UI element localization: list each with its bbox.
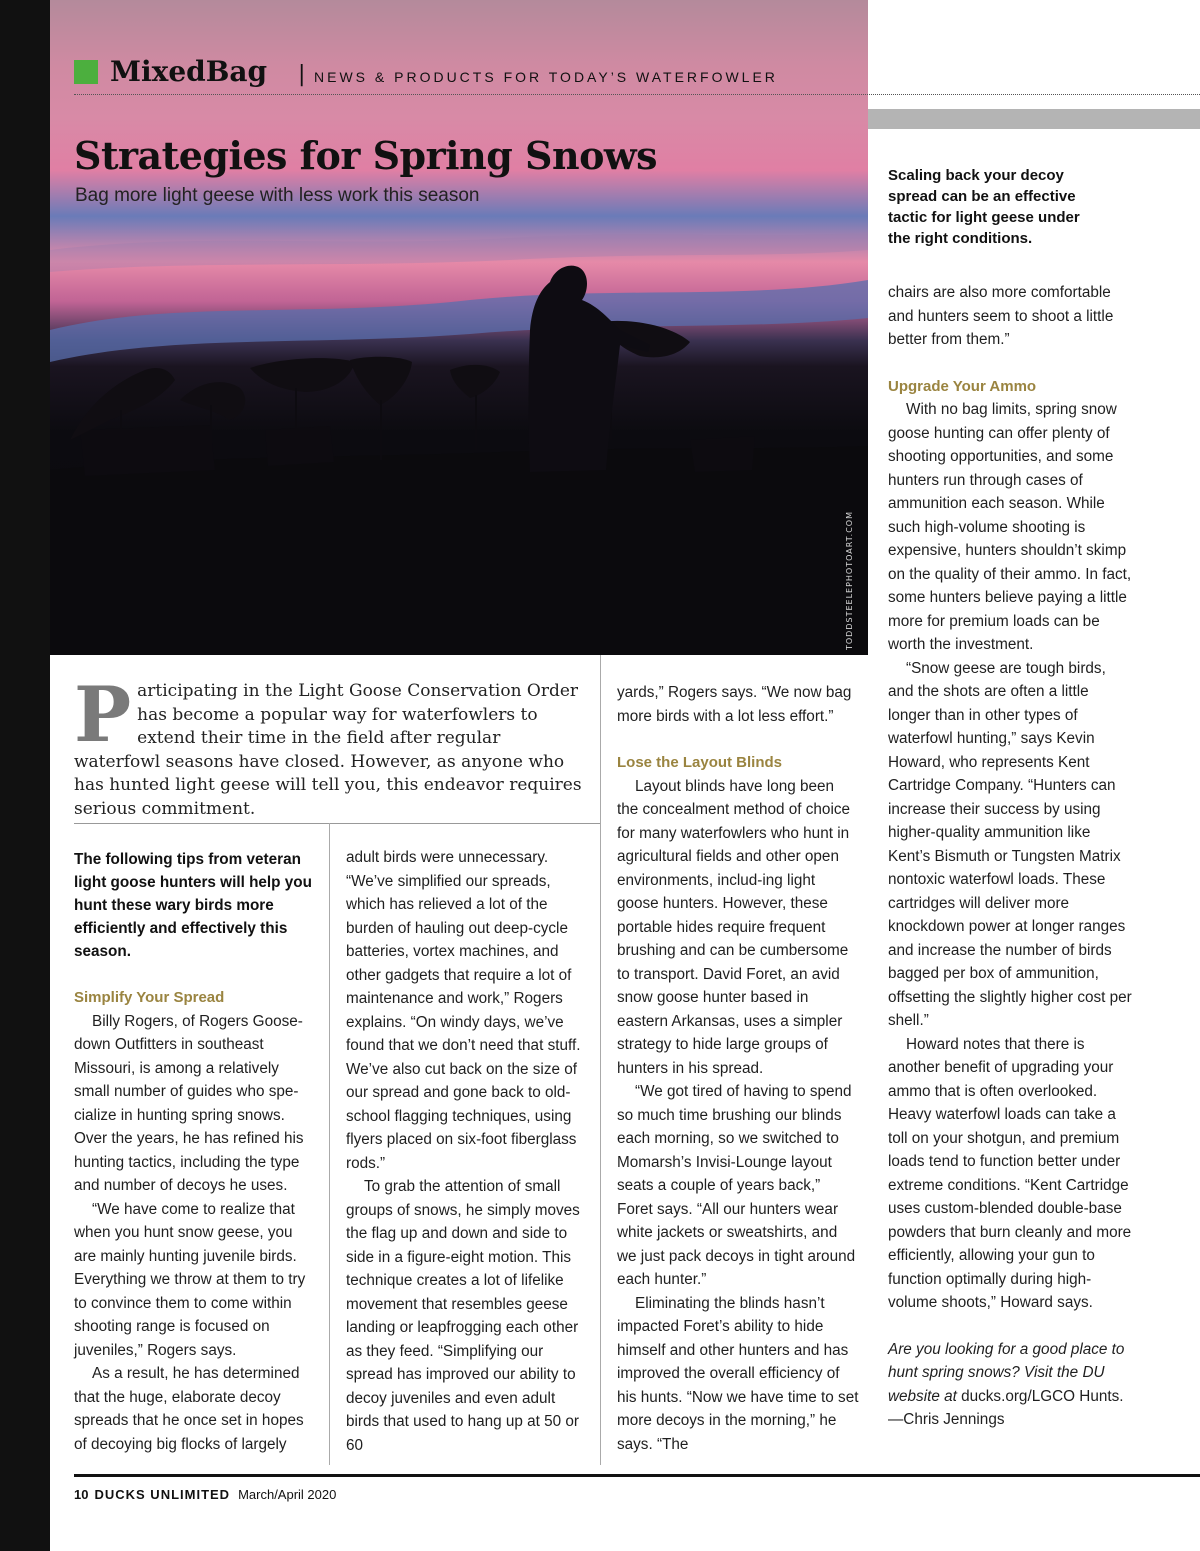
body-paragraph: chairs are also more comfortable and hunters seem to shoot a little better from them.” — [888, 284, 1114, 348]
body-paragraph: Billy Rogers, of Rogers Goose-down Outfitters in southeast Missouri, is among a relatively small number of guides who spe-cialize in hunting spring snows. Over the years, he has refined his hunting tactics, including the type and number of decoys he uses. — [74, 1012, 304, 1194]
subhead-simplify-spread: Simplify Your Spread — [74, 989, 225, 1006]
hunter-silhouette-image — [50, 0, 868, 655]
hero-photo — [50, 0, 868, 655]
body-paragraph: yards,” Rogers says. “We now bag more birds with a lot less effort.” — [617, 684, 852, 725]
subhead-upgrade-ammo: Upgrade Your Ammo — [888, 377, 1037, 395]
column-divider — [600, 655, 601, 1465]
subhead-layout-blinds: Lose the Layout Blinds — [617, 754, 783, 771]
section-tagline: NEWS & PRODUCTS FOR TODAY’S WATERFOWLER — [314, 69, 778, 85]
article-title: Strategies for Spring Snows — [74, 133, 658, 178]
lead-paragraph: The following tips from veteran light goose hunters will help you hunt these wary birds more efficiently and effectively this season. — [74, 851, 312, 960]
intro-divider — [74, 823, 600, 824]
section-brand: MixedBag — [110, 55, 268, 88]
author-byline: —Chris Jennings — [888, 1411, 1005, 1428]
intro-text: articipating in the Light Goose Conservation Order has become a popular way for waterfowlers to extend their time in the field after regular waterfowl seasons have closed. However, as anyone who has hunted light geese will tell you, this endeavor requires serious commitment. — [74, 681, 582, 819]
page-spine-bar — [0, 0, 50, 1551]
photo-credit: TODDSTEELEPHOTOART.COM — [845, 511, 854, 650]
closing-italic: Are you looking for a good place to hunt spring snows? Visit the DU website at — [888, 1340, 1125, 1405]
body-paragraph: With no bag limits, spring snow goose hunting can offer plenty of shooting opportunities, and some hunters run through cases of ammunition each season. While such high-volume shooting is expensive, hunters shouldn’t skimp on the quality of their ammo. In fact, some hunters believe paying a little more for premium loads can be worth the investment. — [888, 401, 1132, 653]
article-intro — [74, 670, 586, 821]
page-footer — [74, 1487, 336, 1502]
header-separator: | — [298, 62, 306, 87]
body-paragraph: Layout blinds have long been the concealment method of choice for many waterfowlers who hunt in agricultural fields and other open environments, includ-ing light goose hunters. However, these portable hides require frequent brushing and can be cumbersome to transport. David Foret, an avid snow goose hunter based in eastern Arkansas, uses a simpler strategy to hide large groups of hunters in his spread. — [617, 777, 850, 1077]
article-subtitle: Bag more light geese with less work this season — [75, 185, 480, 206]
body-paragraph: To grab the attention of small groups of snows, he simply moves the flag up and down and side to side in a figure-eight motion. This technique creates a lot of lifelike movement that resembles geese landing or leapfrogging each other as they feed. “Simplifying our spread has improved our ability to decoy juveniles and even adult birds that used to hang up at 50 or 60 — [346, 1178, 580, 1454]
article-column-1 — [74, 848, 318, 1456]
closing-note — [888, 1338, 1132, 1432]
issue-date: March/April 2020 — [238, 1487, 337, 1502]
article-column-4 — [888, 281, 1132, 1432]
body-paragraph: Eliminating the blinds hasn’t impacted Foret’s ability to hide himself and other hunters and has improved the overall efficiency of his hunts. “Now we have time to set more decoys in the morning,” he says. “The — [617, 1294, 859, 1453]
photo-caption-callout: Scaling back your decoy spread can be an effective tactic for light geese under the right conditions. — [888, 167, 1080, 247]
body-paragraph: As a result, he has determined that the huge, elaborate decoy spreads that he once set in hopes of decoying big flocks of largely — [74, 1365, 304, 1453]
body-paragraph: adult birds were unnecessary. “We’ve simplified our spreads, which has relieved a lot of the burden of hauling out deep-cycle batteries, vortex machines, and other gadgets that require a lot of maintenance and work,” Rogers explains. “On windy days, we’ve found that we don’t need that stuff. We’ve also cut back on the size of our spread and gone back to old-school flagging techniques, using flyers placed on six-foot fiberglass rods.” — [346, 849, 581, 1172]
article-column-3 — [617, 681, 859, 1456]
sidebar-gray-bar — [868, 109, 1200, 129]
body-paragraph: “Snow geese are tough birds, and the shots are often a little longer than in other types of waterfowl hunting,” says Kevin Howard, who represents Kent Cartridge Company. “Hunters can increase their success by using higher-quality ammunition like Kent’s Bismuth or Tungsten Matrix nontoxic waterfowl loads. These cartridges will deliver more knockdown power at longer ranges and increase the number of birds bagged per box of ammunition, offsetting the slightly higher cost per shell.” — [888, 659, 1132, 1029]
article-column-2 — [346, 846, 590, 1457]
page-number: 10 — [74, 1487, 89, 1502]
body-paragraph: Howard notes that there is another benefit of upgrading your ammo that is often overlooked. Heavy waterfowl loads can take a toll on your shotgun, and premium loads tend to function better under extreme conditions. “Kent Cartridge uses custom-blended double-base powders that burn cleanly and more efficiently, allowing your gun to function optimally during high-volume shoots,” Howard says. — [888, 1035, 1132, 1311]
header-dotted-rule — [74, 94, 1200, 95]
drop-cap: P — [74, 670, 132, 759]
closing-link[interactable]: ducks.org/LGCO Hunts. — [961, 1387, 1124, 1405]
column-divider — [329, 823, 330, 1465]
magazine-name: DUCKS UNLIMITED — [94, 1487, 231, 1502]
footer-rule — [74, 1474, 1200, 1477]
body-paragraph: “We have come to realize that when you hunt snow geese, you are mainly hunting juvenile birds. Everything we throw at them to try to convince them to come within shooting range is focused on juveniles,” Rogers says. — [74, 1200, 306, 1359]
section-marker-icon — [74, 60, 98, 84]
body-paragraph: “We got tired of having to spend so much time brushing our blinds each morning, so we switched to Momarsh’s Invisi-Lounge layout seats a couple of years back,” Foret says. “All our hunters wear white jackets or sweatshirts, and we just pack decoys in tight around each hunter.” — [617, 1083, 856, 1288]
